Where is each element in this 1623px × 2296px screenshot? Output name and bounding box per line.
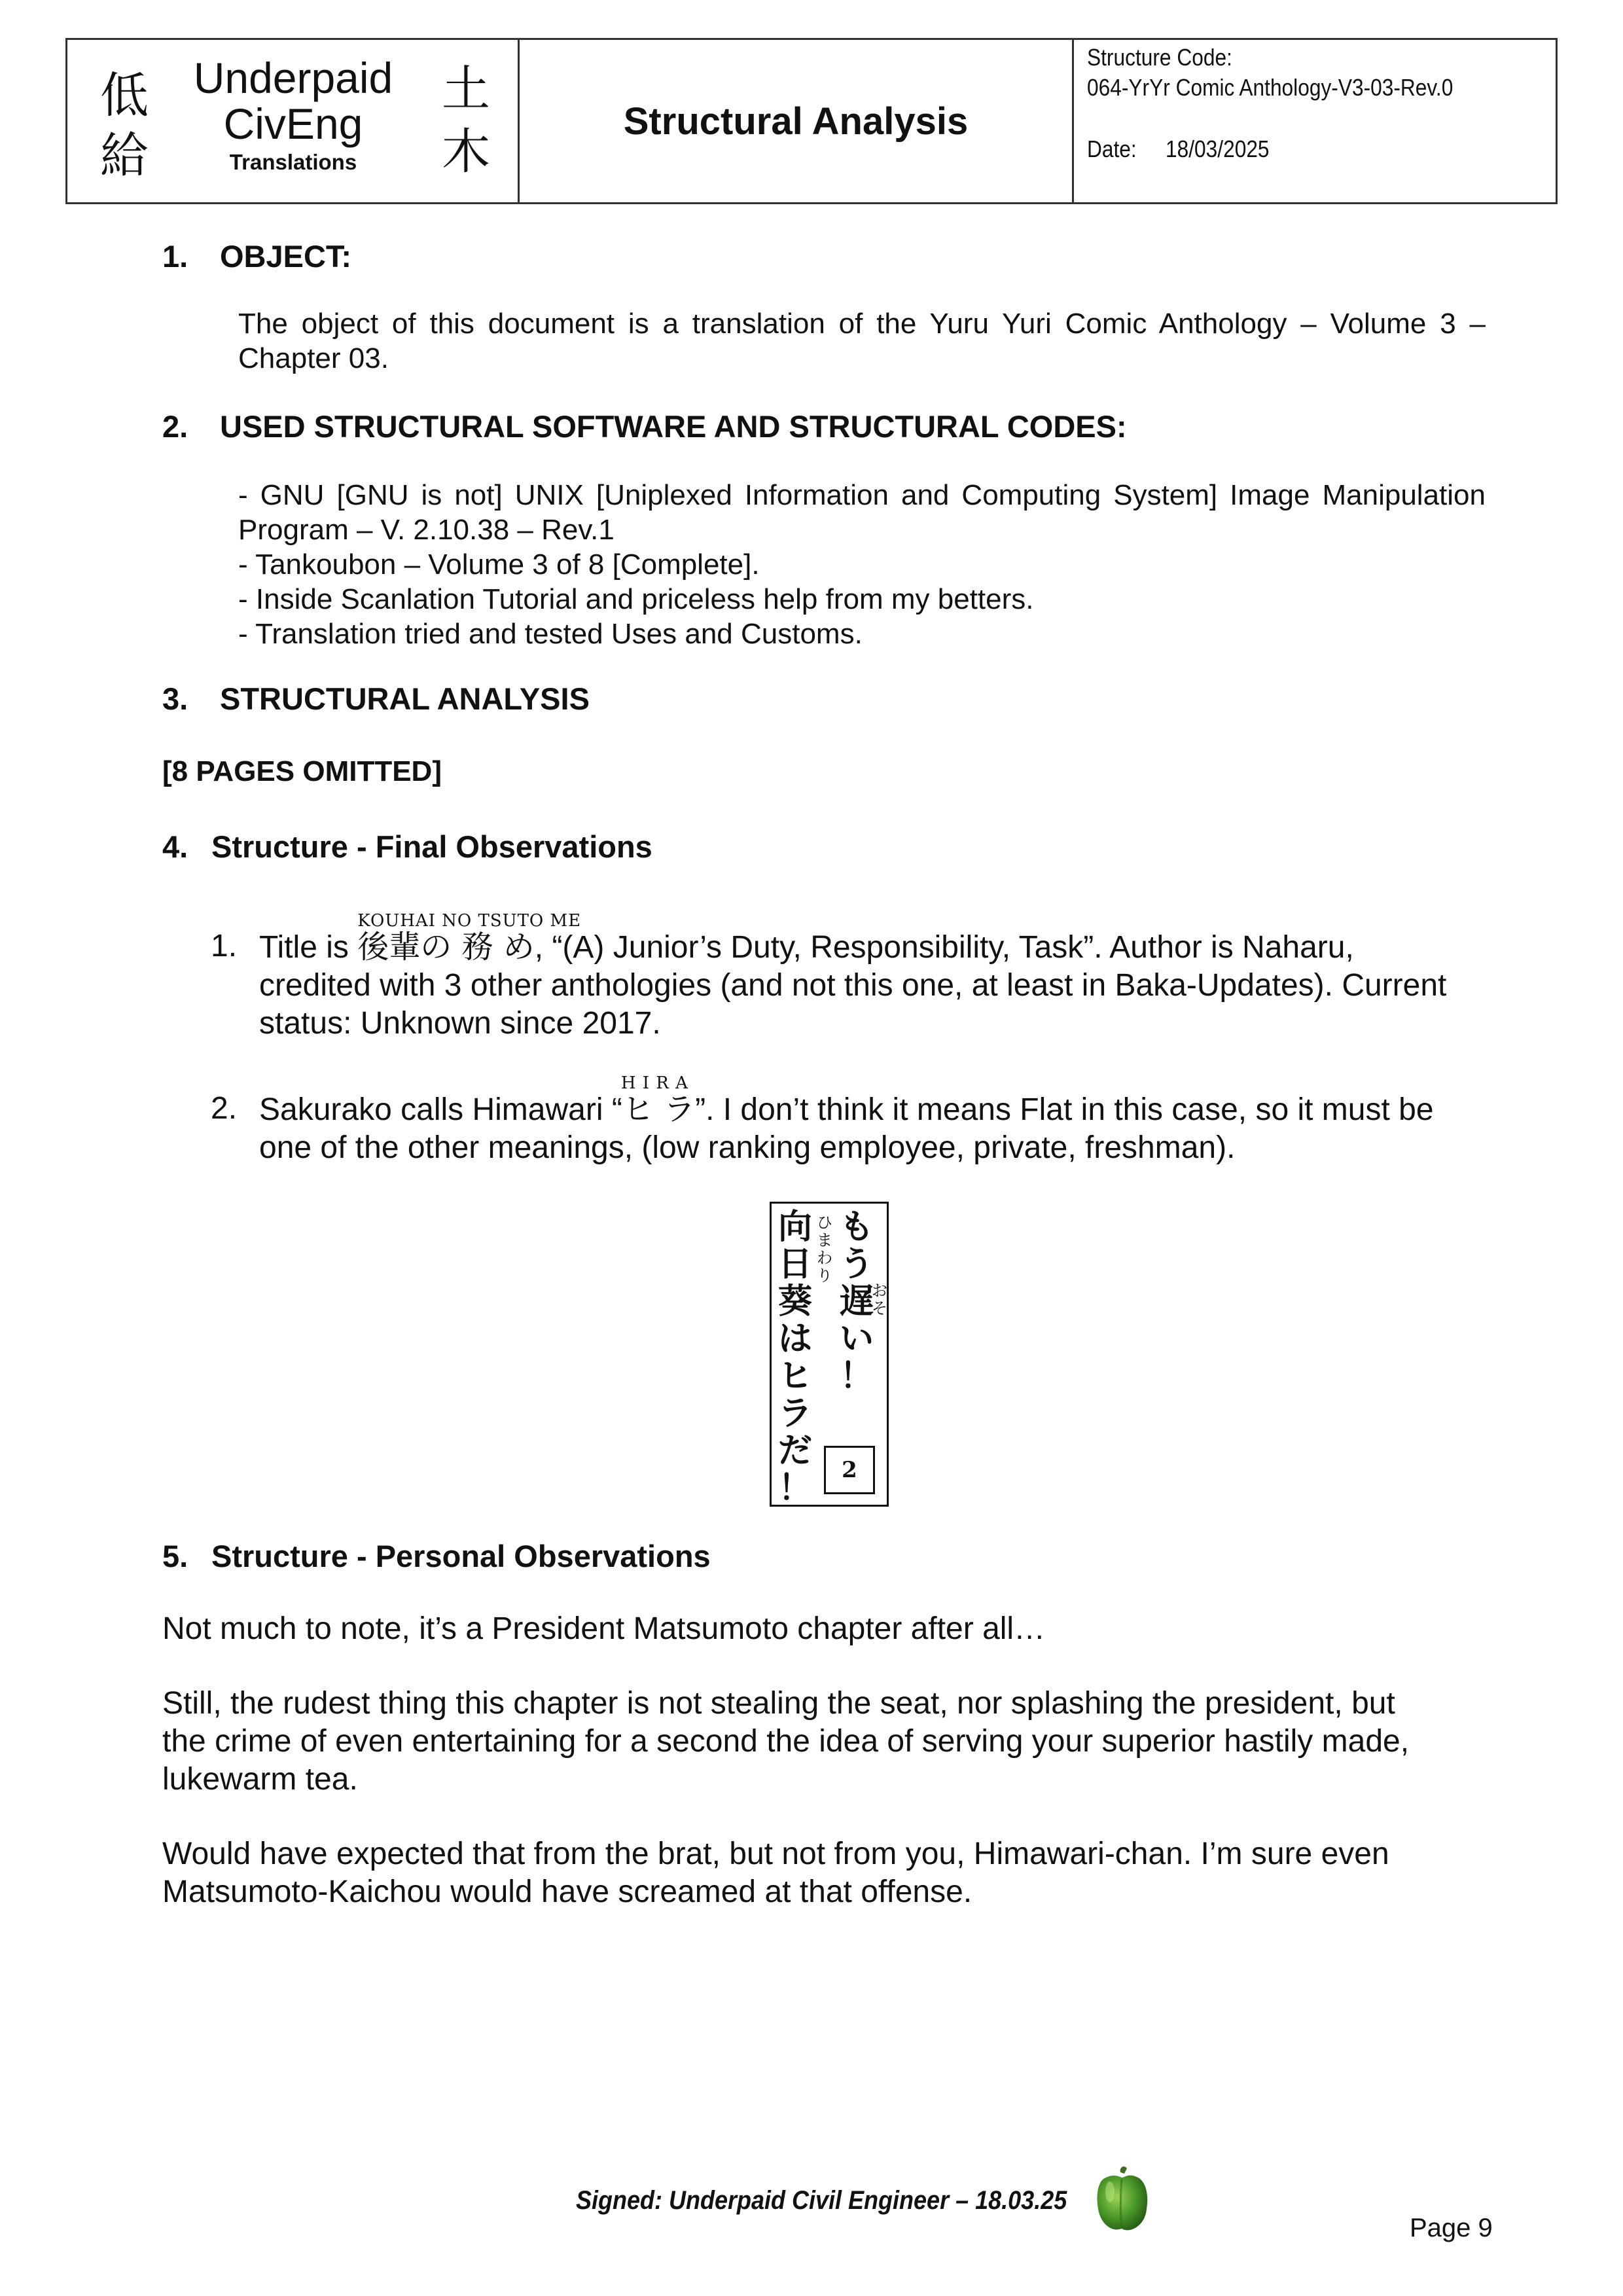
panel-furigana-himawari: ひ ま わ り: [817, 1213, 832, 1285]
green-pepper-icon: [1086, 2163, 1158, 2235]
date-value: 18/03/2025: [1166, 135, 1270, 162]
logo-text-civeng: CivEng: [223, 99, 363, 148]
panel-text-left-column: 向 日 葵 は ヒ ラ だ ！: [777, 1208, 812, 1508]
personal-observation-paragraph-2: Still, the rudest thing this chapter is not stealing the seat, nor splashing the president, but the crime of even entertaining for a second the idea of serving your superior hastily made, lukewarm tea.: [162, 1686, 1410, 1797]
section-1-body: The object of this document is a translation of the Yuru Yuri Comic Anthology – Volume 3 – Chapter 03.: [238, 308, 1486, 374]
section-3-heading: 3. STRUCTURAL ANALYSIS: [162, 681, 590, 716]
document-header: [65, 38, 1558, 204]
section-4-heading: 4. Structure - Final Observations: [162, 829, 652, 864]
personal-observation-paragraph-3: Would have expected that from the brat, but not from you, Himawari-chan. I’m sure even Matsumoto-Kaichou would have screamed at that offense.: [162, 1837, 1389, 1909]
pages-omitted-note: [8 PAGES OMITTED]: [162, 755, 442, 787]
section-1-heading: 1. OBJECT:: [162, 239, 352, 274]
company-logo: [67, 40, 520, 202]
document-title: Structural Analysis: [623, 99, 969, 143]
observation-1-number: 1.: [211, 929, 238, 963]
date-label: Date:: [1087, 135, 1137, 162]
title-kanji-with-ruby: KOUHAI NO TSUTO ME 後輩の 務 め: [357, 911, 582, 965]
logo-text-underpaid: Underpaid: [193, 54, 393, 102]
structure-code-value: 064-YrYr Comic Anthology-V3-03-Rev.0: [1087, 74, 1454, 101]
section-5-heading: 5. Structure - Personal Observations: [162, 1539, 711, 1573]
signature-line: Signed: Underpaid Civil Engineer – 18.03.25: [576, 2186, 1067, 2215]
logo-kanji-left-2: 給: [100, 128, 149, 184]
logo-kanji-left-1: 低: [100, 67, 149, 124]
panel-text-right-column: も う 遅 い ！: [839, 1208, 874, 1396]
hira-katakana-with-ruby: H I R A ヒ ラ: [620, 1073, 696, 1128]
manga-speech-panel: [770, 1202, 889, 1507]
personal-observation-paragraph-1: Not much to note, it’s a President Matsumoto chapter after all…: [162, 1611, 1046, 1646]
document-meta: [1074, 40, 1556, 202]
structure-code-label: Structure Code:: [1087, 44, 1232, 71]
logo-kanji-right-2: 木: [442, 124, 490, 180]
observation-2-number: 2.: [211, 1091, 238, 1126]
logo-kanji-right-1: 土: [442, 61, 490, 117]
panel-page-number-box: 2: [824, 1446, 875, 1494]
section-2-heading: 2. USED STRUCTURAL SOFTWARE AND STRUCTURAL CODES:: [162, 409, 1127, 444]
panel-furigana-oso: お そ: [872, 1282, 887, 1318]
page-number: Page 9: [1410, 2214, 1493, 2242]
observation-1: Title is KOUHAI NO TSUTO ME 後輩の 務 め, “(A) Junior’s Duty, Responsibility, Task”. Author is Naharu, credited with 3 other anthologies (and not this one, at least in Baka-Updates). Current status: Unknown since 2017.: [259, 911, 1447, 1041]
section-2-body: - GNU [GNU is not] UNIX [Uniplexed Information and Computing System] Image Manipulation Program – V. 2.10.38 – Rev.1 - Tankoubon – Volume 3 of 8 [Complete]. - Inside Scanlation Tutorial and priceless help from my betters. - Translation tried and tested Uses and Customs.: [238, 479, 1486, 650]
logo-text-translations: Translations: [229, 150, 357, 174]
observation-2: Sakurako calls Himawari “ H I R A ヒ ラ”. I don’t think it means Flat in this case, so it must be one of the other meanings, (low ranking employee, private, freshman).: [259, 1073, 1434, 1165]
